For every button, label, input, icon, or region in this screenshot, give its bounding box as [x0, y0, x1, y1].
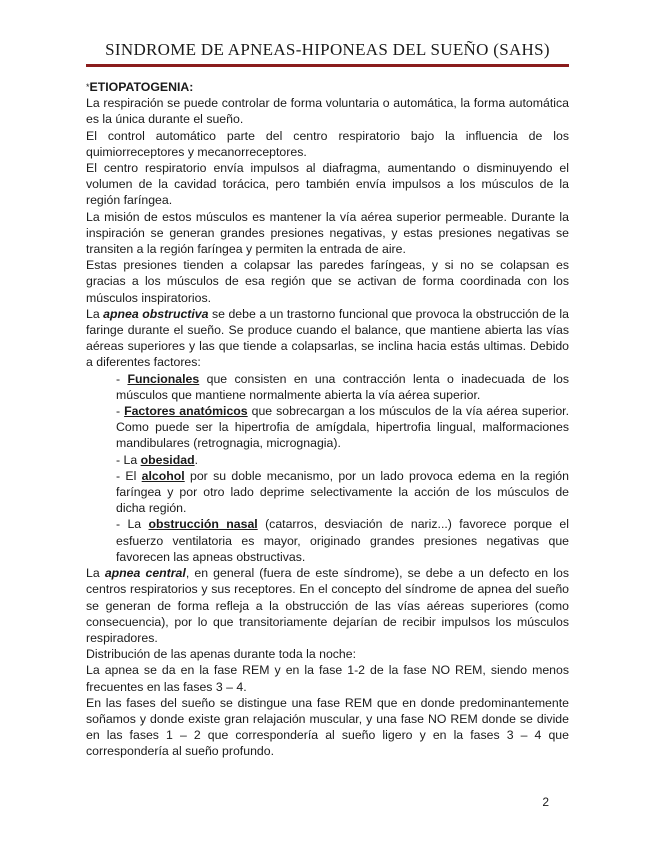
paragraph-obstructive-apnea: La apnea obstructiva se debe a un trastorno funcional que provoca la obstrucción de la faringe durante el sueño. Se produce cuando el balance, que mantiene abierta las vías aéreas superiores y las que tiende a colapsarlas, se inclina hacia estás ultimas. Debido a diferentes factores: [86, 306, 569, 370]
paragraph-automatic-control: El control automático parte del centro respiratorio bajo la influencia de los quimiorreceptores y mecanorreceptores. [86, 128, 569, 159]
paragraph-respiratory-center: El centro respiratorio envía impulsos al diafragma, aumentando o disminuyendo el volumen de la cavidad torácica, pero también envía impulsos a los músculos de la región faríngea. [86, 161, 569, 208]
term-apnea-obstructiva: apnea obstructiva [103, 306, 209, 321]
paragraph-muscle-mission: La misión de estos músculos es mantener la vía aérea superior permeable. Durante la inspiración se generan grandes presiones negativas, y estas presiones negativas se transiten a la región faríngea y permiten la entrada de aire. [86, 209, 569, 257]
term-alcohol: alcohol [141, 468, 185, 483]
factor-anatomicos: - Factores anatómicos que sobrecargan a los músculos de la vía aérea superior. Como puede ser la hipertrofia de amígdala, hipertrofia lingual, malformaciones mandibulares (retrognagia, micrognagia). [116, 404, 570, 451]
paragraph-sleep-phases: En las fases del sueño se distingue una fase REM que en donde predominantemente soñamos y donde existe gran relajación muscular, y una fase NO REM donde se divide en las fases 1 – 2 que correspondería al sueño ligero y en la fases 3 – 4 que correspondería al sueño profundo. [86, 695, 569, 759]
term-obstruccion-nasal: obstrucción nasal [148, 517, 258, 532]
paragraph-pressures: Estas presiones tienden a colapsar las paredes faríngeas, y si no se colapsan es gracias a los músculos de esa región que se activan de forma coordinada con los músculos inspiratorios. [86, 258, 569, 305]
heading-marker: * [86, 82, 90, 92]
heading-text: ETIOPATOGENIA: [89, 80, 194, 94]
paragraph-respiration-control: La respiración se puede controlar de forma voluntaria o automática, la forma automática es la única durante el sueño. [86, 96, 569, 127]
document-body [86, 79, 569, 760]
factor-obstruccion-nasal: - La obstrucción nasal (catarros, desviación de nariz...) favorece porque el esfuerzo ventilatoria es mayor, originado grandes presiones negativas que favorecen las apneas obstructivas. [116, 517, 570, 564]
factor-obesidad: - La obesidad. [116, 452, 199, 467]
factor-funcionales: - Funcionales que consisten en una contracción lenta o inadecuada de los músculos que mantiene normalmente abierta la vía aérea superior. [116, 371, 570, 402]
section-heading [86, 79, 569, 95]
paragraph-central-apnea: La apnea central, en general (fuera de este síndrome), se debe a un defecto en los centros respiratorios y sus receptores. En el concepto del síndrome de apnea del sueño se generan de forma refleja a la obstrucción de las vías aéreas superiores (como consecuencia), por lo que transitoriamente dejarían de recibir impulsos los músculos respiradores. [86, 566, 569, 645]
paragraph-rem-phases: La apnea se da en la fase REM y en la fase 1-2 de la fase NO REM, siendo menos frecuentes en las fases 3 – 4. [86, 663, 569, 694]
term-factores-anatomicos: Factores anatómicos [124, 404, 248, 419]
term-funcionales: Funcionales [127, 371, 200, 386]
term-obesidad: obesidad [140, 452, 195, 467]
page-header-title: SINDROME DE APNEAS-HIPONEAS DEL SUEÑO (SAHS) [105, 40, 550, 59]
term-apnea-central: apnea central [104, 566, 186, 581]
factor-alcohol: - El alcohol por su doble mecanismo, por un lado provoca edema en la región faríngea y por otro lado deprime selectivamente la acción de los músculos de dicha región. [116, 468, 569, 516]
header-rule [86, 64, 569, 67]
page-number: 2 [542, 795, 549, 809]
paragraph-distribution-title: Distribución de las apenas durante toda la noche: [86, 647, 357, 662]
